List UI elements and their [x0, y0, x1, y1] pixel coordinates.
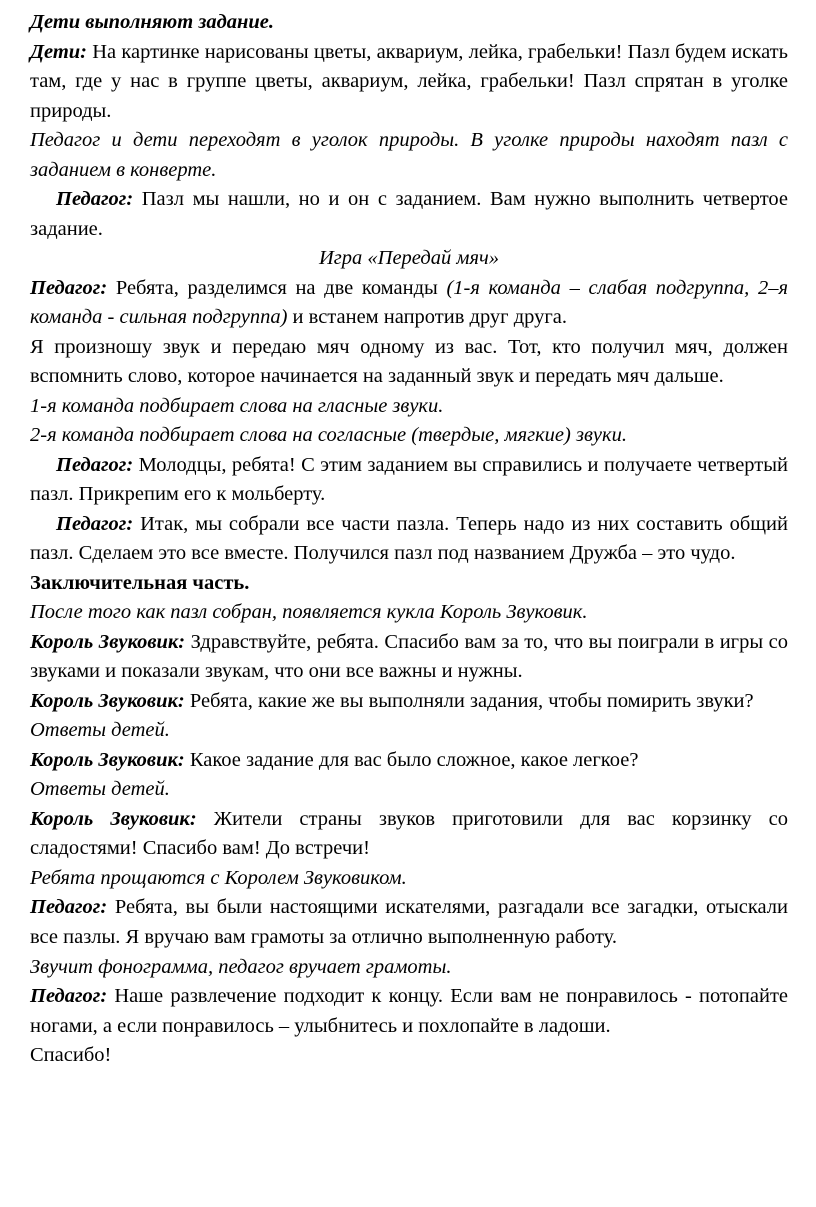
paragraph-text: Ребята, разделимся на две команды — [107, 276, 447, 299]
paragraph-king-question-difficulty — [30, 746, 788, 776]
paragraph-teacher-found-puzzle — [30, 185, 788, 244]
speaker-label-teacher: Педагог: — [30, 985, 108, 1008]
paragraph-teacher-assembled-puzzle — [30, 510, 788, 569]
speaker-label-children: Дети: — [30, 40, 88, 63]
heading-final-part: Заключительная часть. — [30, 571, 250, 594]
paragraph-team-1-vowels: 1-я команда подбирает слова на гласные звуки. — [30, 394, 444, 417]
paragraph-stage-direction-doll-appears: После того как пазл собран, появляется кукла Король Звуковик. — [30, 601, 588, 624]
paragraph-text: Какое задание для вас было сложное, какое легкое? — [184, 748, 639, 771]
paragraph-teacher-well-done — [30, 451, 788, 510]
paragraph-king-question-tasks — [30, 687, 788, 717]
paragraph-children-answers-2: Ответы детей. — [30, 778, 170, 801]
speaker-label-teacher: Педагог: — [56, 453, 134, 476]
paragraph-thanks: Спасибо! — [30, 1044, 112, 1067]
paragraph-children-do-task: Дети выполняют задание. — [30, 11, 274, 33]
paragraph-king-basket-sweets — [30, 805, 788, 864]
paragraph-text-tail: и встанем напротив друг друга. — [287, 306, 567, 329]
paragraph-teacher-closing — [30, 982, 788, 1041]
speaker-label-teacher: Педагог: — [30, 896, 108, 919]
paragraph-text: На картинке нарисованы цветы, аквариум, лейка, грабельки! Пазл будем искать там, где у нас в группе цветы, аквариум, лейка, грабельки! Пазл спрятан в уголке природы. — [30, 40, 788, 122]
paragraph-teacher-two-teams — [30, 274, 788, 333]
paragraph-text-italic: (1-я команда – слабая подгруппа, 2–я команда - сильная подгруппа) — [30, 276, 788, 329]
speaker-label-king: Король Звуковик: — [30, 630, 186, 653]
paragraph-teacher-true-seekers — [30, 893, 788, 952]
speaker-label-teacher: Педагог: — [56, 188, 134, 211]
paragraph-text: Ребята, какие же вы выполняли задания, чтобы помирить звуки? — [184, 689, 754, 712]
speaker-label-king: Король Звуковик: — [30, 807, 197, 830]
paragraph-text: Пазл мы нашли, но и он с заданием. Вам нужно выполнить четвертое задание. — [30, 188, 788, 240]
paragraph-text: Здравствуйте, ребята. Спасибо вам за то, что вы поиграли в игры со звуками и показали звукам, что они все важны и нужны. — [30, 630, 788, 683]
speaker-label-king: Король Звуковик: — [30, 689, 185, 712]
paragraph-text: Жители страны звуков приготовили для вас корзинку со сладостями! Спасибо вам! До встречи! — [30, 807, 788, 860]
paragraph-stage-direction-farewell: Ребята прощаются с Королем Звуковиком. — [30, 866, 407, 889]
paragraph-stage-direction-nature-corner: Педагог и дети переходят в уголок природы. В уголке природы находят пазл с заданием в конверте. — [30, 129, 788, 181]
paragraph-teacher-sound-rules: Я произношу звук и передаю мяч одному из вас. Тот, кто получил мяч, должен вспомнить слово, которое начинается на заданный звук и передать мяч дальше. — [30, 335, 788, 388]
paragraph-text: Молодцы, ребята! С этим заданием вы справились и получаете четвертый пазл. Прикрепим его к мольберту. — [30, 453, 788, 506]
paragraph-text: Ребята, вы были настоящими искателями, разгадали все загадки, отыскали все пазлы. Я вручаю вам грамоты за отлично выполненную работу. — [30, 896, 788, 948]
paragraph-children-answers-1: Ответы детей. — [30, 719, 170, 742]
paragraph-text: Наше развлечение подходит к концу. Если вам не понравилось - потопайте ногами, а если понравилось – улыбнитесь и похлопайте в ладоши. — [30, 985, 788, 1037]
speaker-label-teacher: Педагог: — [56, 512, 134, 535]
paragraph-text: Итак, мы собрали все части пазла. Теперь надо из них составить общий пазл. Сделаем это все вместе. Получился пазл под названием Дружба – это чудо. — [30, 512, 788, 565]
paragraph-children-line — [30, 38, 788, 127]
paragraph-stage-direction-music: Звучит фонограмма, педагог вручает грамоты. — [30, 955, 452, 978]
paragraph-king-greeting — [30, 628, 788, 687]
speaker-label-teacher: Педагог: — [30, 276, 108, 299]
paragraph-team-2-consonants: 2-я команда подбирает слова на согласные (твердые, мягкие) звуки. — [30, 424, 627, 447]
speaker-label-king: Король Звуковик: — [30, 748, 185, 771]
paragraph-game-title: Игра «Передай мяч» — [318, 247, 500, 270]
